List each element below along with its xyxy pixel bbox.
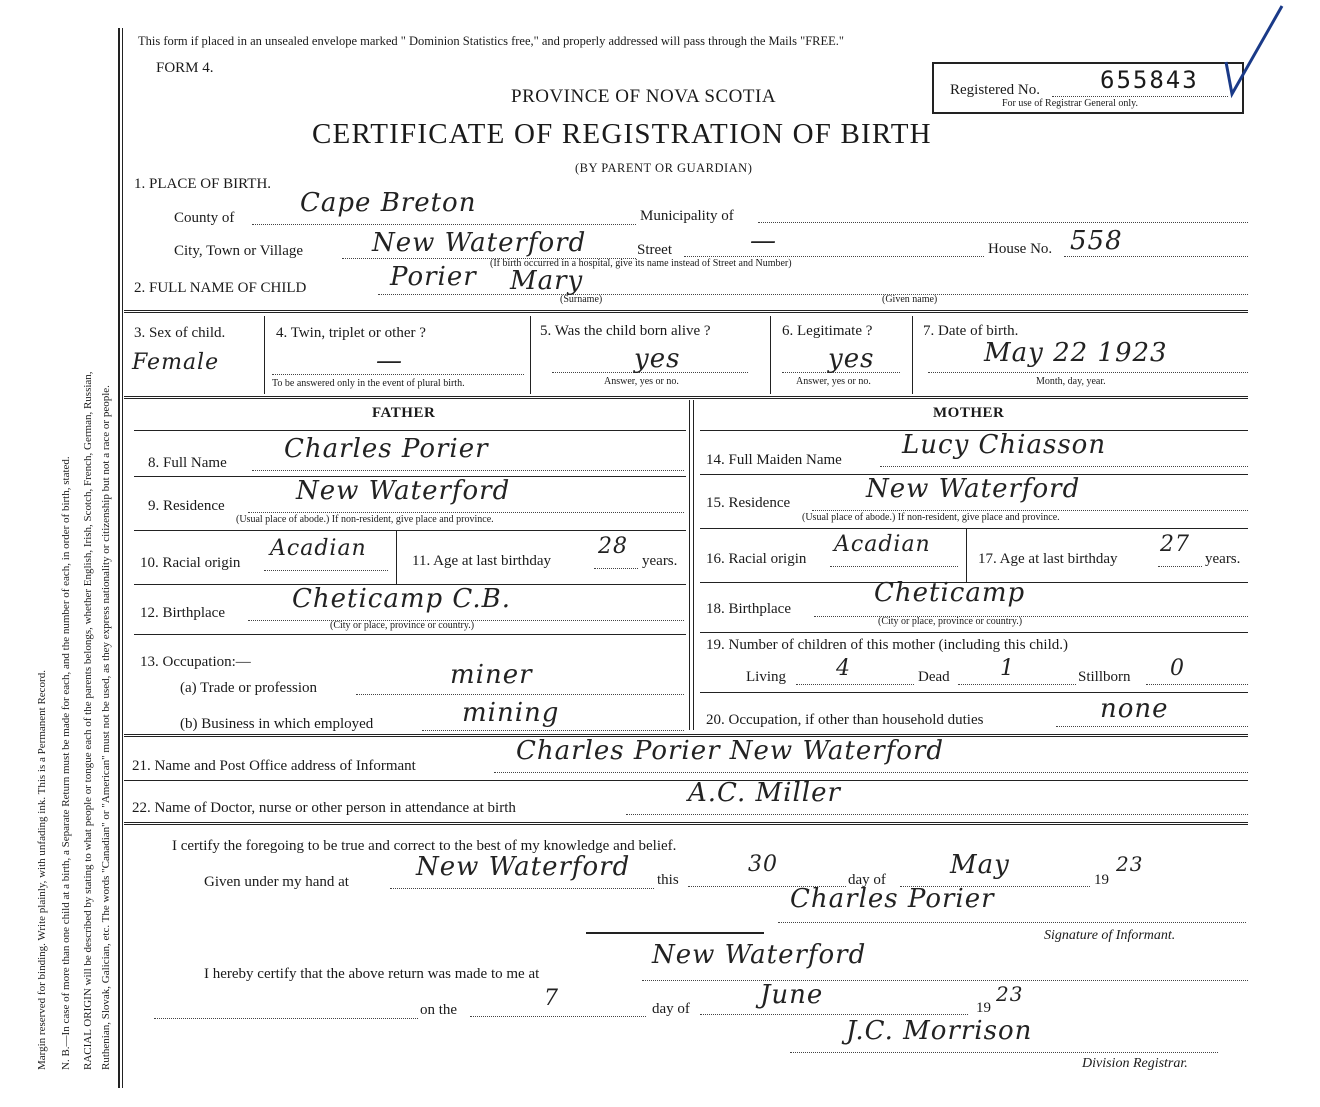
street-label: Street bbox=[637, 242, 672, 258]
living-label: Living bbox=[746, 669, 786, 685]
municipality-label: Municipality of bbox=[640, 208, 734, 224]
certification-year-prefix: 19 bbox=[1094, 872, 1109, 888]
father-business-value: mining bbox=[462, 698, 560, 728]
registrar-general-note: For use of Registrar General only. bbox=[1002, 98, 1138, 109]
father-trade-label: (a) Trade or profession bbox=[180, 680, 318, 696]
signature-caption: Signature of Informant. bbox=[1044, 928, 1176, 943]
certify-statement: I certify the foregoing to be true and correct to the best of my knowledge and belief. bbox=[172, 838, 677, 854]
form-number: FORM 4. bbox=[156, 60, 214, 76]
father-business-label: (b) Business in which employed bbox=[180, 716, 374, 732]
registrar-year-value: 23 bbox=[996, 982, 1024, 1006]
registered-number-box bbox=[932, 62, 1244, 114]
check-mark-icon bbox=[1218, 2, 1288, 102]
certificate-subtitle: (BY PARENT OR GUARDIAN) bbox=[575, 161, 753, 175]
registrar-on-the-label: on the bbox=[420, 1002, 458, 1018]
informant-signature: Charles Porier bbox=[790, 884, 995, 914]
province-heading: PROVINCE OF NOVA SCOTIA bbox=[511, 86, 777, 107]
dead-value: 1 bbox=[1000, 656, 1015, 681]
registrar-day-of-label: day of bbox=[652, 1001, 690, 1017]
registered-number-value: 655843 bbox=[1100, 66, 1199, 94]
certification-month-value: May bbox=[950, 850, 1010, 880]
certificate-title: CERTIFICATE OF REGISTRATION OF BIRTH bbox=[312, 118, 932, 150]
certification-year-value: 23 bbox=[1116, 852, 1144, 876]
stillborn-label: Stillborn bbox=[1078, 669, 1131, 685]
binding-margin-line-inner bbox=[122, 28, 123, 1088]
county-label: County of bbox=[174, 210, 235, 226]
registrar-caption: Division Registrar. bbox=[1082, 1056, 1188, 1071]
margin-note-racial-origin-cont: Ruthenian, Slovak, Galician, etc. The words "Canadian" or "American" must not be used, as they express nationality or citizenship but not a race or people. bbox=[100, 385, 112, 1070]
registrar-place-value: New Waterford bbox=[652, 940, 867, 970]
twin-value: — bbox=[376, 346, 403, 376]
street-value: — bbox=[750, 226, 777, 256]
legitimate-note: Answer, yes or no. bbox=[796, 376, 871, 387]
child-name-label: 2. FULL NAME OF CHILD bbox=[134, 280, 307, 296]
mother-residence-note: (Usual place of abode.) If non-resident, give place and province. bbox=[802, 512, 1060, 523]
informant-label: 21. Name and Post Office address of Informant bbox=[132, 758, 416, 774]
mother-children-label: 19. Number of children of this mother (including this child.) bbox=[706, 637, 1069, 653]
father-trade-value: miner bbox=[450, 660, 533, 690]
margin-note-multiple-births: N. B.—In case of more than one child at a birth, a Separate Return must be made for each, and the number of each, in order of birth, stated. bbox=[60, 456, 72, 1070]
father-racial-origin-label: 10. Racial origin bbox=[140, 555, 241, 571]
dead-label: Dead bbox=[918, 669, 950, 685]
mother-age-unit: years. bbox=[1205, 551, 1241, 567]
father-birthplace-label: 12. Birthplace bbox=[140, 605, 225, 621]
sex-label: 3. Sex of child. bbox=[134, 325, 226, 341]
father-racial-origin-value: Acadian bbox=[270, 536, 367, 561]
twin-note: To be answered only in the event of plural birth. bbox=[272, 378, 465, 389]
given-name-caption: (Given name) bbox=[882, 294, 938, 305]
father-heading: FATHER bbox=[372, 405, 436, 421]
father-name-label: 8. Full Name bbox=[148, 455, 227, 471]
mother-age-label: 17. Age at last birthday bbox=[978, 551, 1118, 567]
mother-residence-value: New Waterford bbox=[866, 474, 1081, 504]
city-label: City, Town or Village bbox=[174, 243, 304, 259]
mother-racial-origin-label: 16. Racial origin bbox=[706, 551, 807, 567]
informant-value: Charles Porier New Waterford bbox=[516, 736, 945, 766]
given-place-value: New Waterford bbox=[416, 852, 631, 882]
legitimate-value: yes bbox=[828, 344, 875, 374]
mother-name-value: Lucy Chiasson bbox=[902, 430, 1107, 460]
mother-age-value: 27 bbox=[1160, 532, 1190, 557]
house-number-value: 558 bbox=[1070, 226, 1123, 256]
date-of-birth-note: Month, day, year. bbox=[1036, 376, 1106, 387]
born-alive-note: Answer, yes or no. bbox=[604, 376, 679, 387]
mother-racial-origin-value: Acadian bbox=[834, 532, 931, 557]
father-birthplace-note: (City or place, province or country.) bbox=[330, 620, 475, 631]
mother-occupation-value: none bbox=[1100, 694, 1169, 724]
city-value: New Waterford bbox=[372, 228, 587, 258]
margin-note-racial-origin: RACIAL ORIGIN will be described by stating to what people or tongue each of the parents belongs, whether English, Irish, Scotch, French, German, Russian, bbox=[82, 371, 94, 1070]
mother-birthplace-value: Cheticamp bbox=[874, 578, 1026, 608]
doctor-label: 22. Name of Doctor, nurse or other person in attendance at birth bbox=[132, 800, 516, 816]
certification-day-value: 30 bbox=[748, 852, 778, 877]
mother-heading: MOTHER bbox=[933, 405, 1005, 421]
father-age-label: 11. Age at last birthday bbox=[412, 553, 551, 569]
surname-caption: (Surname) bbox=[560, 294, 603, 305]
father-age-value: 28 bbox=[598, 534, 628, 559]
registrar-signature: J.C. Morrison bbox=[846, 1016, 1033, 1046]
father-residence-label: 9. Residence bbox=[148, 498, 225, 514]
born-alive-value: yes bbox=[634, 344, 681, 374]
mother-birthplace-label: 18. Birthplace bbox=[706, 601, 791, 617]
registrar-month-value: June bbox=[760, 980, 824, 1010]
stillborn-value: 0 bbox=[1170, 656, 1185, 681]
born-alive-label: 5. Was the child born alive ? bbox=[540, 323, 711, 339]
living-value: 4 bbox=[836, 656, 851, 681]
child-given-name-value: Mary bbox=[510, 266, 584, 296]
registered-number-label: Registered No. bbox=[950, 82, 1040, 98]
twin-label: 4. Twin, triplet or other ? bbox=[276, 325, 426, 341]
mother-residence-label: 15. Residence bbox=[706, 495, 791, 511]
mail-notice: This form if placed in an unsealed envelope marked " Dominion Statistics free," and properly addressed will pass through the Mails "FREE." bbox=[138, 34, 845, 48]
mother-name-label: 14. Full Maiden Name bbox=[706, 452, 842, 468]
registrar-year-prefix: 19 bbox=[976, 1000, 991, 1016]
father-residence-value: New Waterford bbox=[296, 476, 511, 506]
mother-birthplace-note: (City or place, province or country.) bbox=[878, 616, 1023, 627]
father-name-value: Charles Porier bbox=[284, 434, 489, 464]
binding-margin-line bbox=[118, 28, 120, 1088]
certification-day-of-label: day of bbox=[848, 872, 886, 888]
doctor-value: A.C. Miller bbox=[688, 778, 841, 808]
sex-value: Female bbox=[132, 350, 220, 375]
child-surname-value: Porier bbox=[390, 262, 477, 292]
place-of-birth-heading: 1. PLACE OF BIRTH. bbox=[134, 176, 272, 192]
legitimate-label: 6. Legitimate ? bbox=[782, 323, 873, 339]
hospital-note: (If birth occurred in a hospital, give its name instead of Street and Number) bbox=[490, 258, 792, 269]
registrar-day-value: 7 bbox=[544, 986, 559, 1011]
registrar-statement: I hereby certify that the above return was made to me at bbox=[204, 966, 540, 982]
given-under-label: Given under my hand at bbox=[204, 874, 349, 890]
father-occupation-label: 13. Occupation:— bbox=[140, 654, 251, 670]
father-birthplace-value: Cheticamp C.B. bbox=[292, 584, 512, 614]
mother-occupation-label: 20. Occupation, if other than household duties bbox=[706, 712, 984, 728]
margin-note-binding: Margin reserved for binding. Write plainly, with unfading ink. This is a Permanent Record. bbox=[36, 670, 48, 1070]
this-label: this bbox=[657, 872, 679, 888]
father-age-unit: years. bbox=[642, 553, 678, 569]
date-of-birth-value: May 22 1923 bbox=[984, 338, 1168, 368]
house-number-label: House No. bbox=[988, 241, 1053, 257]
father-residence-note: (Usual place of abode.) If non-resident, give place and province. bbox=[236, 514, 494, 525]
date-of-birth-label: 7. Date of birth. bbox=[923, 323, 1019, 339]
county-value: Cape Breton bbox=[300, 188, 477, 218]
